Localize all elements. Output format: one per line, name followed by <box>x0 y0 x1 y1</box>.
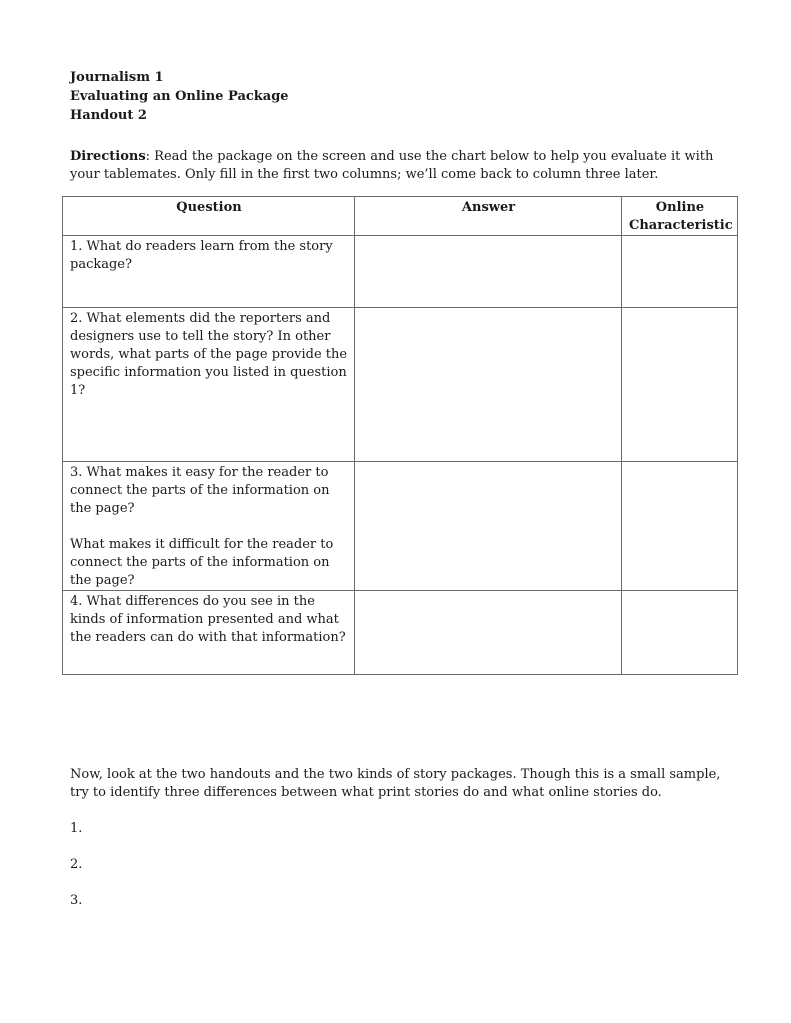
course-title: Journalism 1 <box>70 70 164 85</box>
answer-item-2: 2. <box>70 857 83 872</box>
answer-cell[interactable] <box>355 462 622 591</box>
handout-number: Handout 2 <box>70 108 147 123</box>
answer-cell[interactable] <box>355 591 622 675</box>
directions-label: Directions <box>70 149 146 164</box>
question-cell: 1. What do readers learn from the story package? <box>63 236 355 308</box>
online-characteristic-cell[interactable] <box>622 462 738 591</box>
online-characteristic-cell[interactable] <box>622 591 738 675</box>
question-column-header: Question <box>63 197 355 236</box>
question-3-part-1: 3. What makes it easy for the reader to connect the parts of the information on the page? <box>70 465 330 516</box>
question-cell: 4. What differences do you see in the kinds of information presented and what the readers can do with that information? <box>63 591 355 675</box>
answer-item-1: 1. <box>70 821 83 836</box>
directions-text: : Read the package on the screen and use the chart below to help you evaluate it with your tablemates. Only fill in the first two columns; we’ll come back to column three later. <box>70 149 714 182</box>
online-header-line2: Characteristic <box>629 218 733 233</box>
table-header-row <box>63 197 738 236</box>
evaluation-table <box>62 196 738 675</box>
answer-column-header: Answer <box>355 197 622 236</box>
table-row <box>63 462 738 591</box>
spacer <box>70 518 348 536</box>
table-row <box>63 236 738 308</box>
answer-cell[interactable] <box>355 236 622 308</box>
followup-instructions: Now, look at the two handouts and the two kinds of story packages. Though this is a small sample, try to identify three differences between what print stories do and what online stories do. <box>70 767 721 800</box>
document-page <box>70 69 738 184</box>
online-characteristic-cell[interactable] <box>622 308 738 462</box>
online-header-line1: Online <box>655 200 705 215</box>
answer-item-3: 3. <box>70 893 83 908</box>
online-characteristic-column-header <box>622 197 738 236</box>
handout-title: Evaluating an Online Package <box>70 89 289 104</box>
table-row <box>63 308 738 462</box>
question-cell <box>63 462 355 591</box>
question-cell: 2. What elements did the reporters and designers use to tell the story? In other words, what parts of the page provide the specific information you listed in question 1? <box>63 308 355 462</box>
question-3-part-2: What makes it difficult for the reader to connect the parts of the information on the page? <box>70 537 334 588</box>
followup-section <box>70 766 740 910</box>
answer-cell[interactable] <box>355 308 622 462</box>
online-characteristic-cell[interactable] <box>622 236 738 308</box>
table-row <box>63 591 738 675</box>
directions-paragraph <box>70 148 730 184</box>
